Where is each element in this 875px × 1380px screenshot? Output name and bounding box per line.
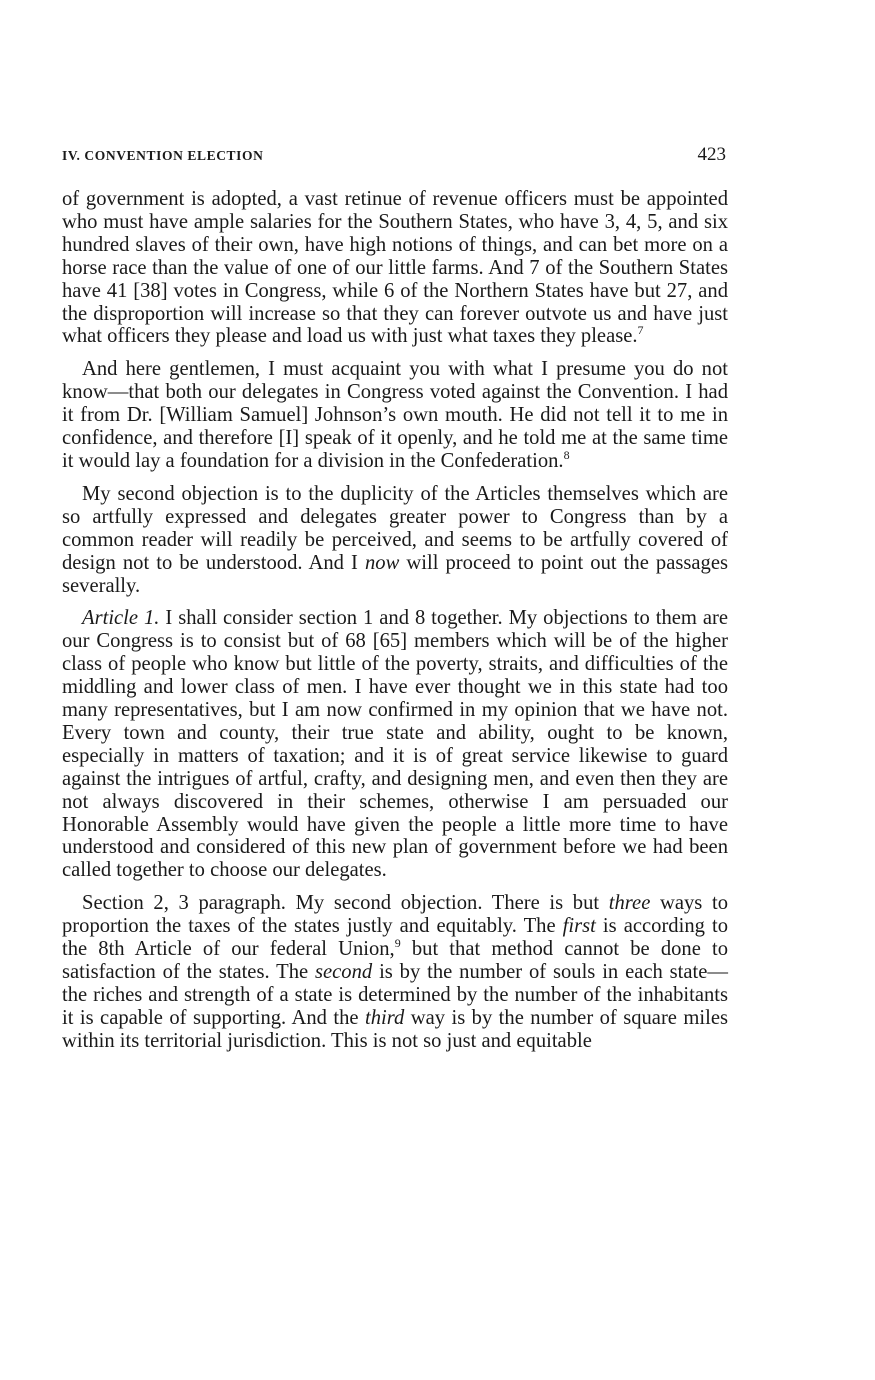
italic-text: second <box>315 961 373 983</box>
paragraph-2 <box>62 358 728 473</box>
book-page <box>62 144 728 1063</box>
paragraph-1 <box>62 188 728 348</box>
text-run: but that method cannot be done to satisfaction of the states. The <box>62 938 728 983</box>
text-run: My second objection is to the duplicity of the Articles themselves which are so artfully expressed and delegates greater power to Congress than by a common reader will readily be perceived, and seems to be artfully covered of design not to be understood. And I <box>62 482 728 574</box>
body-text <box>62 188 728 1053</box>
text-run: Section 2, 3 paragraph. My second objection. There is but <box>82 892 609 915</box>
running-head <box>62 144 728 174</box>
italic-text: now <box>364 551 400 574</box>
text-run: will proceed to point out the passages severally. <box>62 551 728 597</box>
text-run: is by the number of souls in each state—the riches and strength of a state is determined by the number of the inhabitants it is capable of supporting. And the <box>62 961 729 1029</box>
footnote-marker: 7 <box>637 323 644 338</box>
text-run: is according to the 8th Article of our federal Union, <box>62 915 728 961</box>
text-run: And here gentlemen, I must acquaint you with what I presume you do not know—that both our delegates in Congress voted against the Convention. I had it from Dr. [William Samuel] Johnson’s own mouth. He did not tell it to me in confidence, and therefore [I] speak of it openly, and he told me at the same time it would lay a foundation for a division in the Confederation. <box>62 358 728 472</box>
italic-text: first <box>562 915 596 938</box>
footnote-marker: 8 <box>563 448 570 463</box>
italic-text: three <box>608 892 651 915</box>
paragraph-3 <box>62 483 728 598</box>
footnote-marker: 9 <box>394 936 401 951</box>
page-number: 423 <box>697 144 726 165</box>
section-heading: IV. CONVENTION ELECTION <box>62 148 264 163</box>
text-run: way is by the number of square miles within its territorial jurisdiction. This is not so just and equitable <box>62 1006 728 1052</box>
text-run: I shall consider section 1 and 8 together. My objections to them are our Congress is to consist but of 68 [65] members which will be of the higher class of people who know but little of the poverty, straits, and difficulties of the middling and lower class of men. I have ever thought we in this state had too many representatives, but I am now confirmed in my opinion that we have not. Every town and county, their true state and ability, ought to be known, especially in matters of taxation; and it is of great service likewise to guard against the intrigues of artful, crafty, and designing men, and even then they are not always discovered in their schemes, otherwise I am persuaded our Honorable Assembly would have given the people a little more time to have understood and considered of this new plan of government before we had been called together to choose our delegates. <box>62 607 728 882</box>
italic-text: third <box>365 1006 405 1029</box>
italic-text: Article 1. <box>82 607 160 630</box>
paragraph-4 <box>62 607 728 882</box>
paragraph-5 <box>62 892 728 1052</box>
text-run: of government is adopted, a vast retinue of revenue officers must be appointed who must have ample salaries for the Southern States, who have 3, 4, 5, and six hundred slaves of their own, have high notions of things, and can bet more on a horse race than the value of one of our little farms. And 7 of the Southern States have 41 [38] votes in Congress, while 6 of the Northern States have but 27, and the disproportion will increase so that they can forever outvote us and have just what officers they please and load us with just what taxes they please. <box>62 188 728 348</box>
text-run: ways to proportion the taxes of the states justly and equitably. The <box>62 892 728 938</box>
